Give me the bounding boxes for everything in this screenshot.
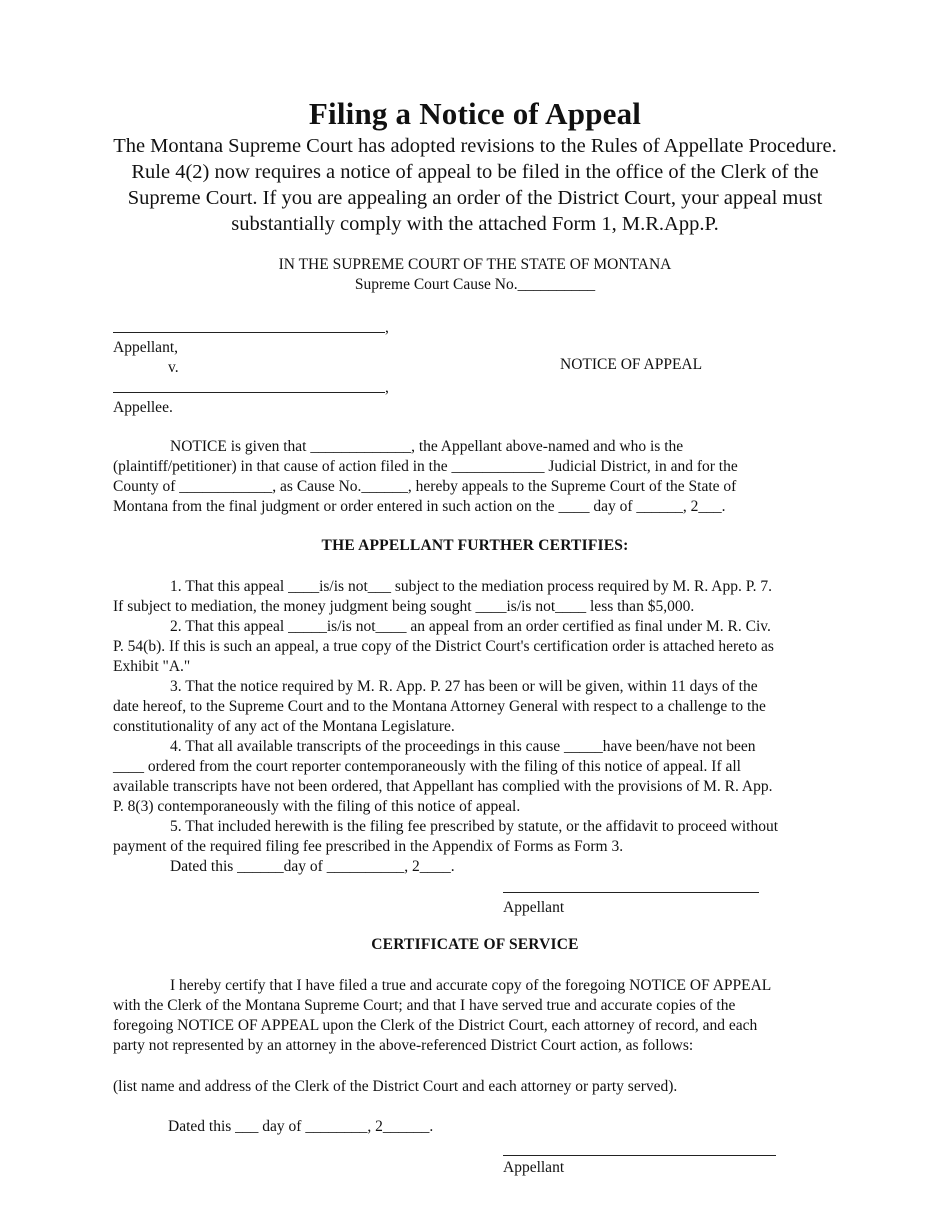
dated-line-1: Dated this ______day of __________, 2____. — [170, 858, 455, 875]
certificate-heading: CERTIFICATE OF SERVICE — [371, 936, 579, 953]
signature-line-1 — [503, 892, 759, 893]
certify-line: P. 54(b). If this is such an appeal, a true copy of the District Court's certification order is attached hereto as — [113, 638, 774, 655]
appellee-comma: , — [385, 379, 389, 396]
notice-line: Montana from the final judgment or order entered in such action on the ____ day of ______, 2___. — [113, 498, 726, 515]
certify-line: date hereof, to the Supreme Court and to the Montana Attorney General with respect to a challenge to the — [113, 698, 766, 715]
signature-label-2: Appellant — [503, 1159, 565, 1176]
page-title: Filing a Notice of Appeal — [308, 96, 642, 131]
certifies-heading: THE APPELLANT FURTHER CERTIFIES: — [321, 537, 629, 554]
court-header: IN THE SUPREME COURT OF THE STATE OF MONTANA — [278, 256, 672, 273]
appellant-comma: , — [385, 319, 389, 336]
service-line: I hereby certify that I have filed a true and accurate copy of the foregoing NOTICE OF APPEAL — [170, 977, 772, 994]
signature-line-2 — [503, 1155, 776, 1156]
intro-paragraph: The Montana Supreme Court has adopted revisions to the Rules of Appellate Procedure. Rule 4(2) now requires a notice of appeal to be filed in the office of the Clerk of the Supreme Court. If you are appealing an order of the District Court, your appeal must substantially comply with the attached Form 1, M.R.App.P. — [113, 135, 837, 235]
certify-line: If subject to mediation, the money judgment being sought ____is/is not____ less than $5,000. — [113, 598, 695, 615]
certify-line: Exhibit "A." — [113, 658, 191, 675]
certify-line: ____ ordered from the court reporter contemporaneously with the filing of this notice of appeal. If all — [113, 758, 741, 775]
service-line: foregoing NOTICE OF APPEAL upon the Clerk of the District Court, each attorney of record, and each — [113, 1017, 758, 1034]
notice-line: (plaintiff/petitioner) in that cause of action filed in the ____________ Judicial District, in and for the — [113, 458, 738, 475]
certify-line: 5. That included herewith is the filing fee prescribed by statute, or the affidavit to proceed without — [170, 818, 779, 835]
notice-of-appeal-caption: NOTICE OF APPEAL — [560, 356, 703, 373]
certify-line: constitutionality of any act of the Montana Legislature. — [113, 718, 455, 735]
certify-line: 2. That this appeal _____is/is not____ an appeal from an order certified as final under M. R. Civ. — [170, 618, 771, 635]
signature-label-1: Appellant — [503, 899, 565, 916]
service-line: party not represented by an attorney in the above-referenced District Court action, as follows: — [113, 1037, 694, 1054]
notice-line: County of ____________, as Cause No.______, hereby appeals to the Supreme Court of the State of — [113, 478, 737, 495]
appellant-label: Appellant, — [113, 339, 178, 356]
notice-line: NOTICE is given that _____________, the Appellant above-named and who is the — [170, 438, 684, 455]
certify-line: payment of the required filing fee prescribed in the Appendix of Forms as Form 3. — [113, 838, 624, 855]
appellee-label: Appellee. — [113, 399, 173, 416]
certify-line: 4. That all available transcripts of the proceedings in this cause _____have been/have not been — [170, 738, 756, 755]
service-list-note: (list name and address of the Clerk of the District Court and each attorney or party served). — [113, 1078, 678, 1095]
certify-line: 1. That this appeal ____is/is not___ subject to the mediation process required by M. R. App. P. 7. — [170, 578, 772, 595]
service-line: with the Clerk of the Montana Supreme Court; and that I have served true and accurate copies of the — [113, 997, 736, 1014]
certify-line: 3. That the notice required by M. R. App. P. 27 has been or will be given, within 11 days of the — [170, 678, 758, 695]
certify-line: available transcripts have not been ordered, that Appellant has complied with the provisions of M. R. App. — [113, 778, 773, 795]
appellee-name-line — [113, 392, 385, 393]
certify-line: P. 8(3) contemporaneously with the filing of this notice of appeal. — [113, 798, 521, 815]
cause-number: Supreme Court Cause No.__________ — [354, 276, 596, 293]
appellant-name-line — [113, 332, 385, 333]
versus-label: v. — [168, 359, 179, 376]
dated-line-2: Dated this ___ day of ________, 2______. — [168, 1118, 434, 1135]
